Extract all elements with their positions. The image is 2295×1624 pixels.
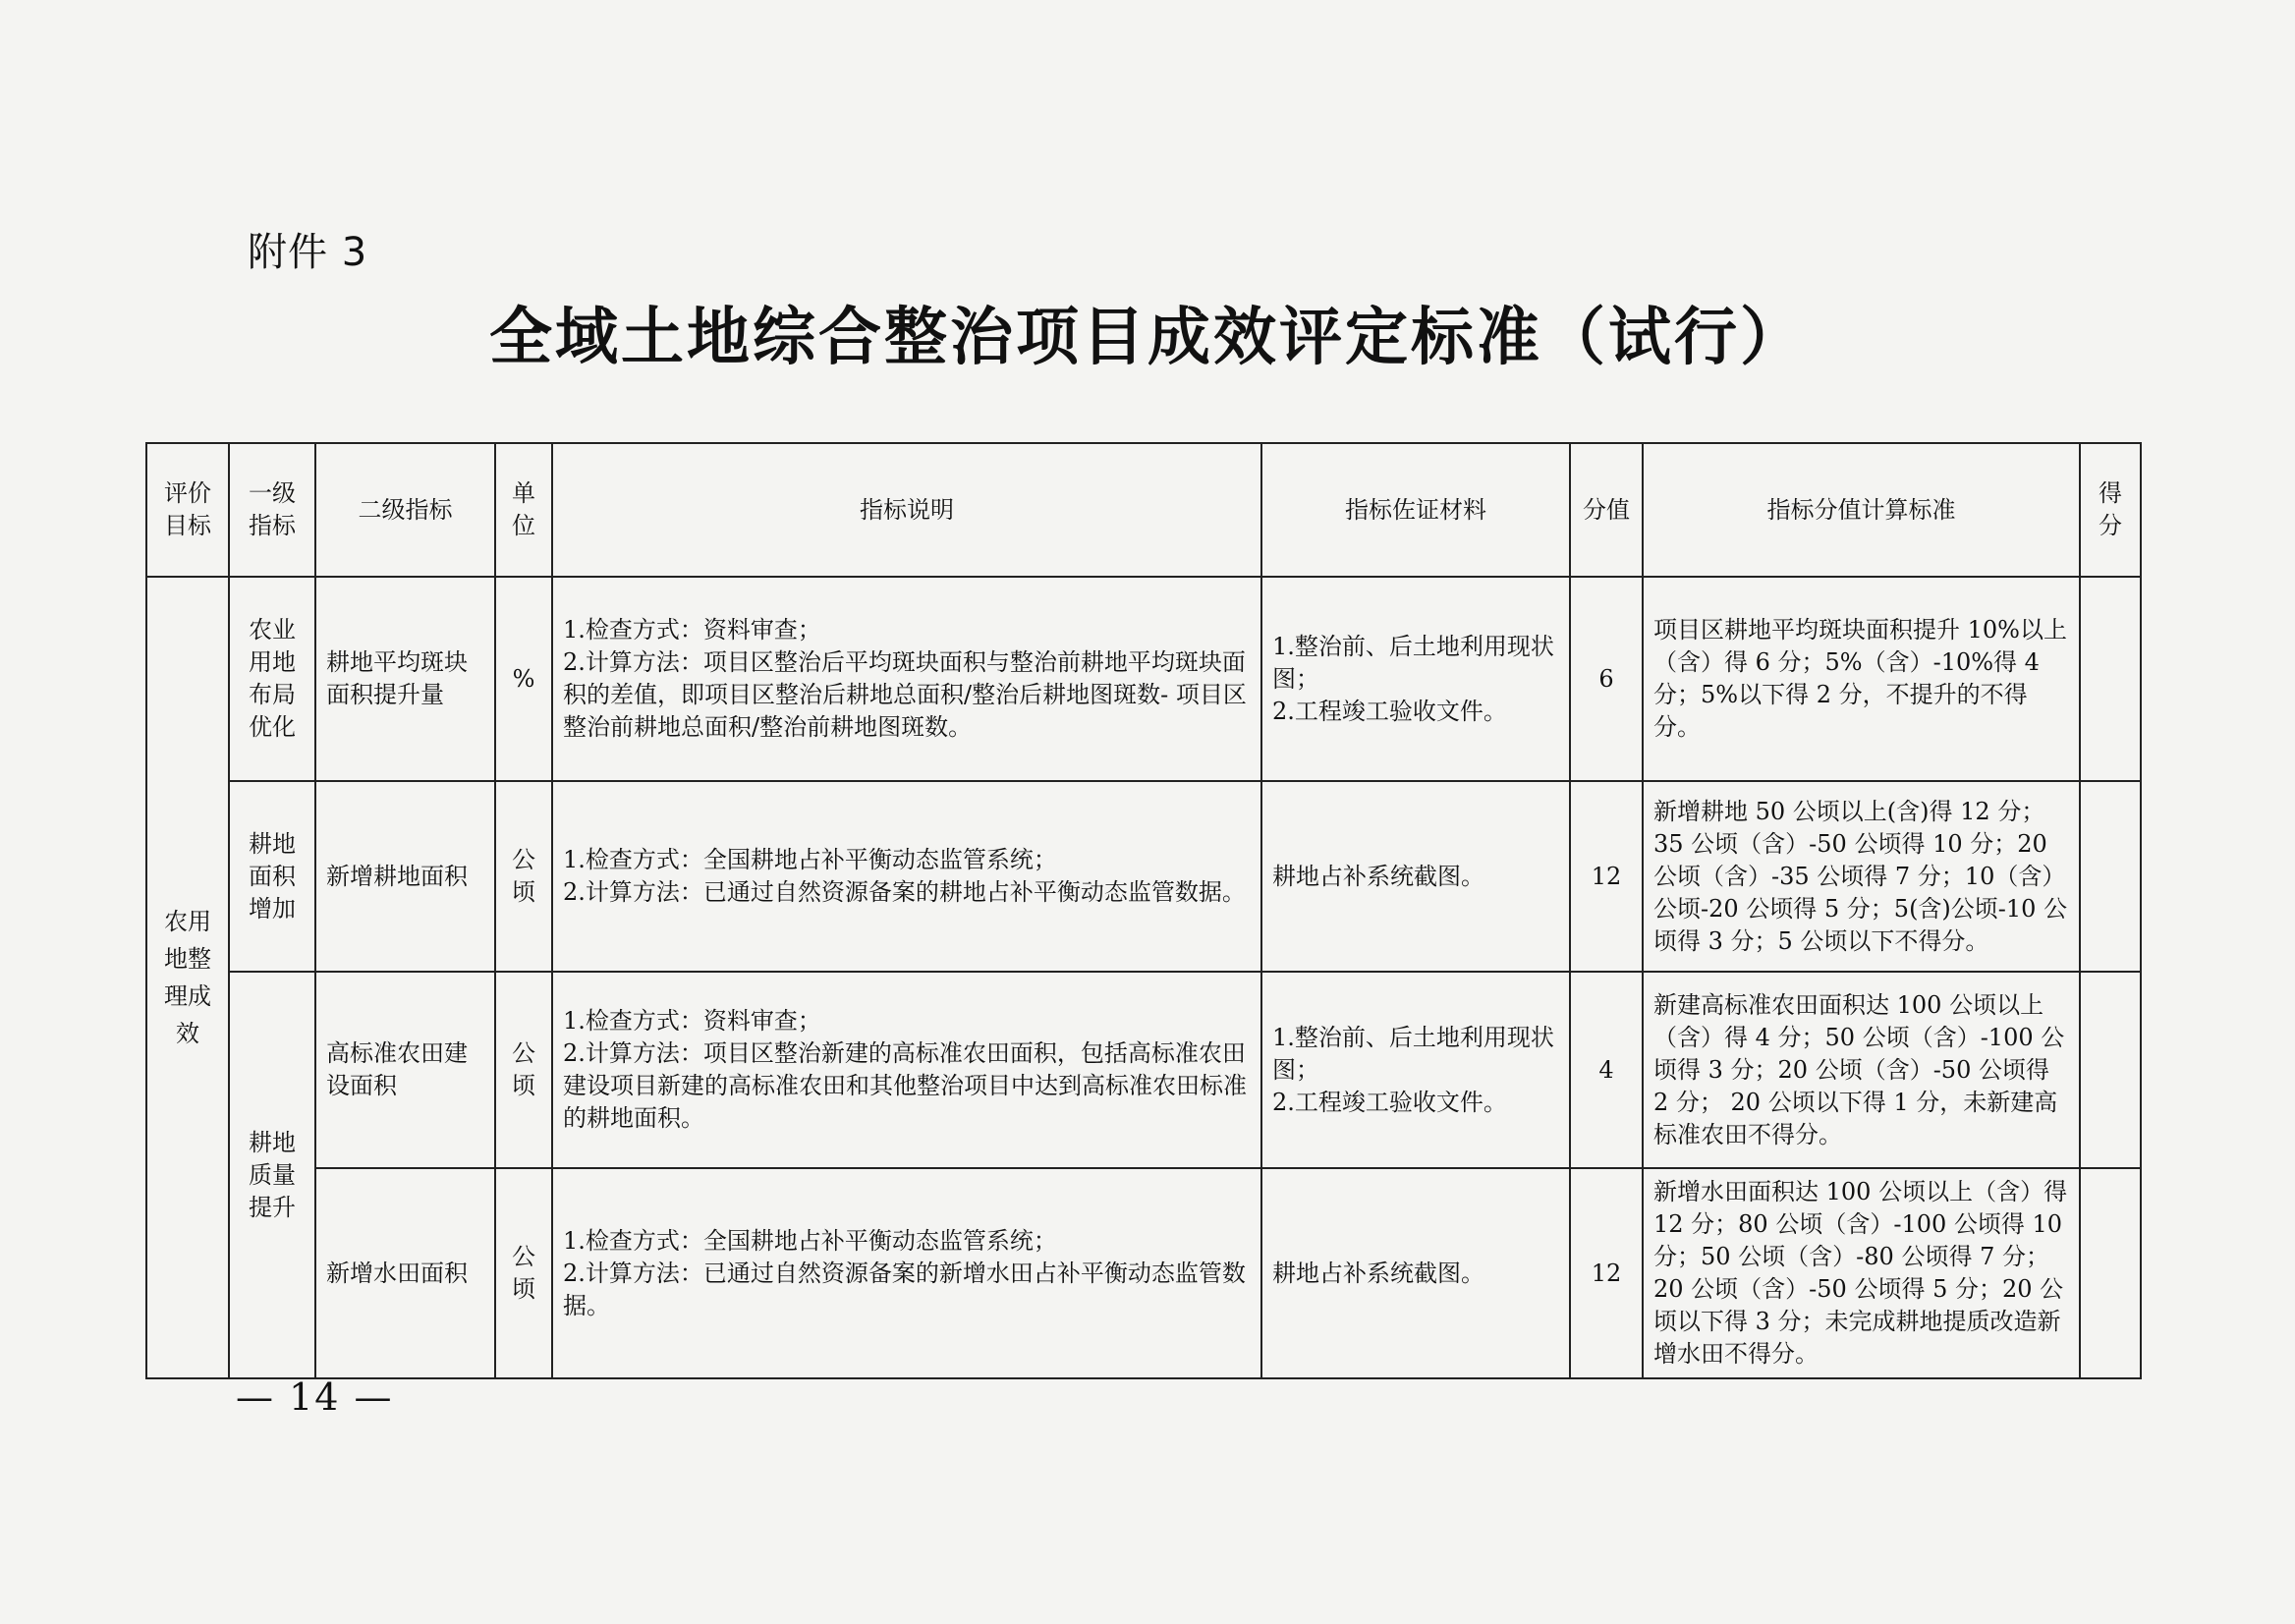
unit-cell: 公顷 — [495, 972, 552, 1168]
document-title: 全域土地综合整治项目成效评定标准（试行） — [489, 301, 1806, 374]
header-level1: 一级指标 — [229, 443, 315, 577]
level1-cell: 农业用地布局优化 — [229, 577, 315, 781]
header-score: 得分 — [2080, 443, 2141, 577]
score-value-cell: 4 — [1570, 972, 1643, 1168]
evidence-cell: 耕地占补系统截图。 — [1261, 1168, 1570, 1378]
level1-cell: 耕地面积增加 — [229, 781, 315, 972]
header-score-value: 分值 — [1570, 443, 1643, 577]
table-row — [146, 781, 2141, 972]
unit-cell: 公顷 — [495, 1168, 552, 1378]
level2-cell: 耕地平均斑块面积提升量 — [315, 577, 495, 781]
level1-cell: 耕地质量提升 — [229, 972, 315, 1378]
score-value-cell: 12 — [1570, 1168, 1643, 1378]
score-cell — [2080, 781, 2141, 972]
header-calc-standard: 指标分值计算标准 — [1643, 443, 2080, 577]
table-header-row — [146, 443, 2141, 577]
evaluation-standard-table — [145, 442, 2142, 1379]
score-value-cell: 12 — [1570, 781, 1643, 972]
level2-cell: 新增水田面积 — [315, 1168, 495, 1378]
level2-cell: 新增耕地面积 — [315, 781, 495, 972]
attachment-label: 附件 3 — [248, 230, 368, 275]
description-cell: 1.检查方式：资料审查； 2.计算方法：项目区整治新建的高标准农田面积，包括高标准农田建设项目新建的高标准农田和其他整治项目中达到高标准农田标准的耕地面积。 — [552, 972, 1261, 1168]
evidence-cell: 1.整治前、后土地利用现状图； 2.工程竣工验收文件。 — [1261, 972, 1570, 1168]
score-cell — [2080, 1168, 2141, 1378]
evidence-cell: 耕地占补系统截图。 — [1261, 781, 1570, 972]
page-number: — 14 — — [236, 1375, 394, 1419]
calc-standard-cell: 新建高标准农田面积达 100 公顷以上（含）得 4 分；50 公顷（含）-100 公顷得 3 分；20 公顷（含）-50 公顷得 2 分； 20 公顷以下得 1 分，未新建高标准农田不得分。 — [1643, 972, 2080, 1168]
header-description: 指标说明 — [552, 443, 1261, 577]
score-cell — [2080, 972, 2141, 1168]
unit-cell: 公顷 — [495, 781, 552, 972]
header-goal: 评价目标 — [146, 443, 229, 577]
header-evidence: 指标佐证材料 — [1261, 443, 1570, 577]
evidence-cell: 1.整治前、后土地利用现状图； 2.工程竣工验收文件。 — [1261, 577, 1570, 781]
level2-cell: 高标准农田建设面积 — [315, 972, 495, 1168]
table-row — [146, 577, 2141, 781]
description-cell: 1.检查方式：全国耕地占补平衡动态监管系统； 2.计算方法：已通过自然资源备案的新增水田占补平衡动态监管数据。 — [552, 1168, 1261, 1378]
header-level2: 二级指标 — [315, 443, 495, 577]
calc-standard-cell: 新增水田面积达 100 公顷以上（含）得 12 分；80 公顷（含）-100 公顷得 10 分；50 公顷（含）-80 公顷得 7 分；20 公顷（含）-50 公顷得 5 分；20 公顷以下得 3 分；未完成耕地提质改造新增水田不得分。 — [1643, 1168, 2080, 1378]
description-cell: 1.检查方式：资料审查； 2.计算方法：项目区整治后平均斑块面积与整治前耕地平均斑块面积的差值，即项目区整治后耕地总面积/整治后耕地图斑数- 项目区整治前耕地总面积/整治前耕地图斑数。 — [552, 577, 1261, 781]
unit-cell: % — [495, 577, 552, 781]
calc-standard-cell: 新增耕地 50 公顷以上(含)得 12 分；35 公顷（含）-50 公顷得 10 分；20 公顷（含）-35 公顷得 7 分；10（含）公顷-20 公顷得 5 分；5(含)公顷-10 公顷得 3 分；5 公顷以下不得分。 — [1643, 781, 2080, 972]
table-row — [146, 972, 2141, 1168]
table-row — [146, 1168, 2141, 1378]
score-value-cell: 6 — [1570, 577, 1643, 781]
goal-cell: 农用地整理成效 — [146, 577, 229, 1378]
header-unit: 单位 — [495, 443, 552, 577]
score-cell — [2080, 577, 2141, 781]
description-cell: 1.检查方式：全国耕地占补平衡动态监管系统； 2.计算方法：已通过自然资源备案的耕地占补平衡动态监管数据。 — [552, 781, 1261, 972]
calc-standard-cell: 项目区耕地平均斑块面积提升 10%以上（含）得 6 分；5%（含）-10%得 4 分；5%以下得 2 分，不提升的不得分。 — [1643, 577, 2080, 781]
